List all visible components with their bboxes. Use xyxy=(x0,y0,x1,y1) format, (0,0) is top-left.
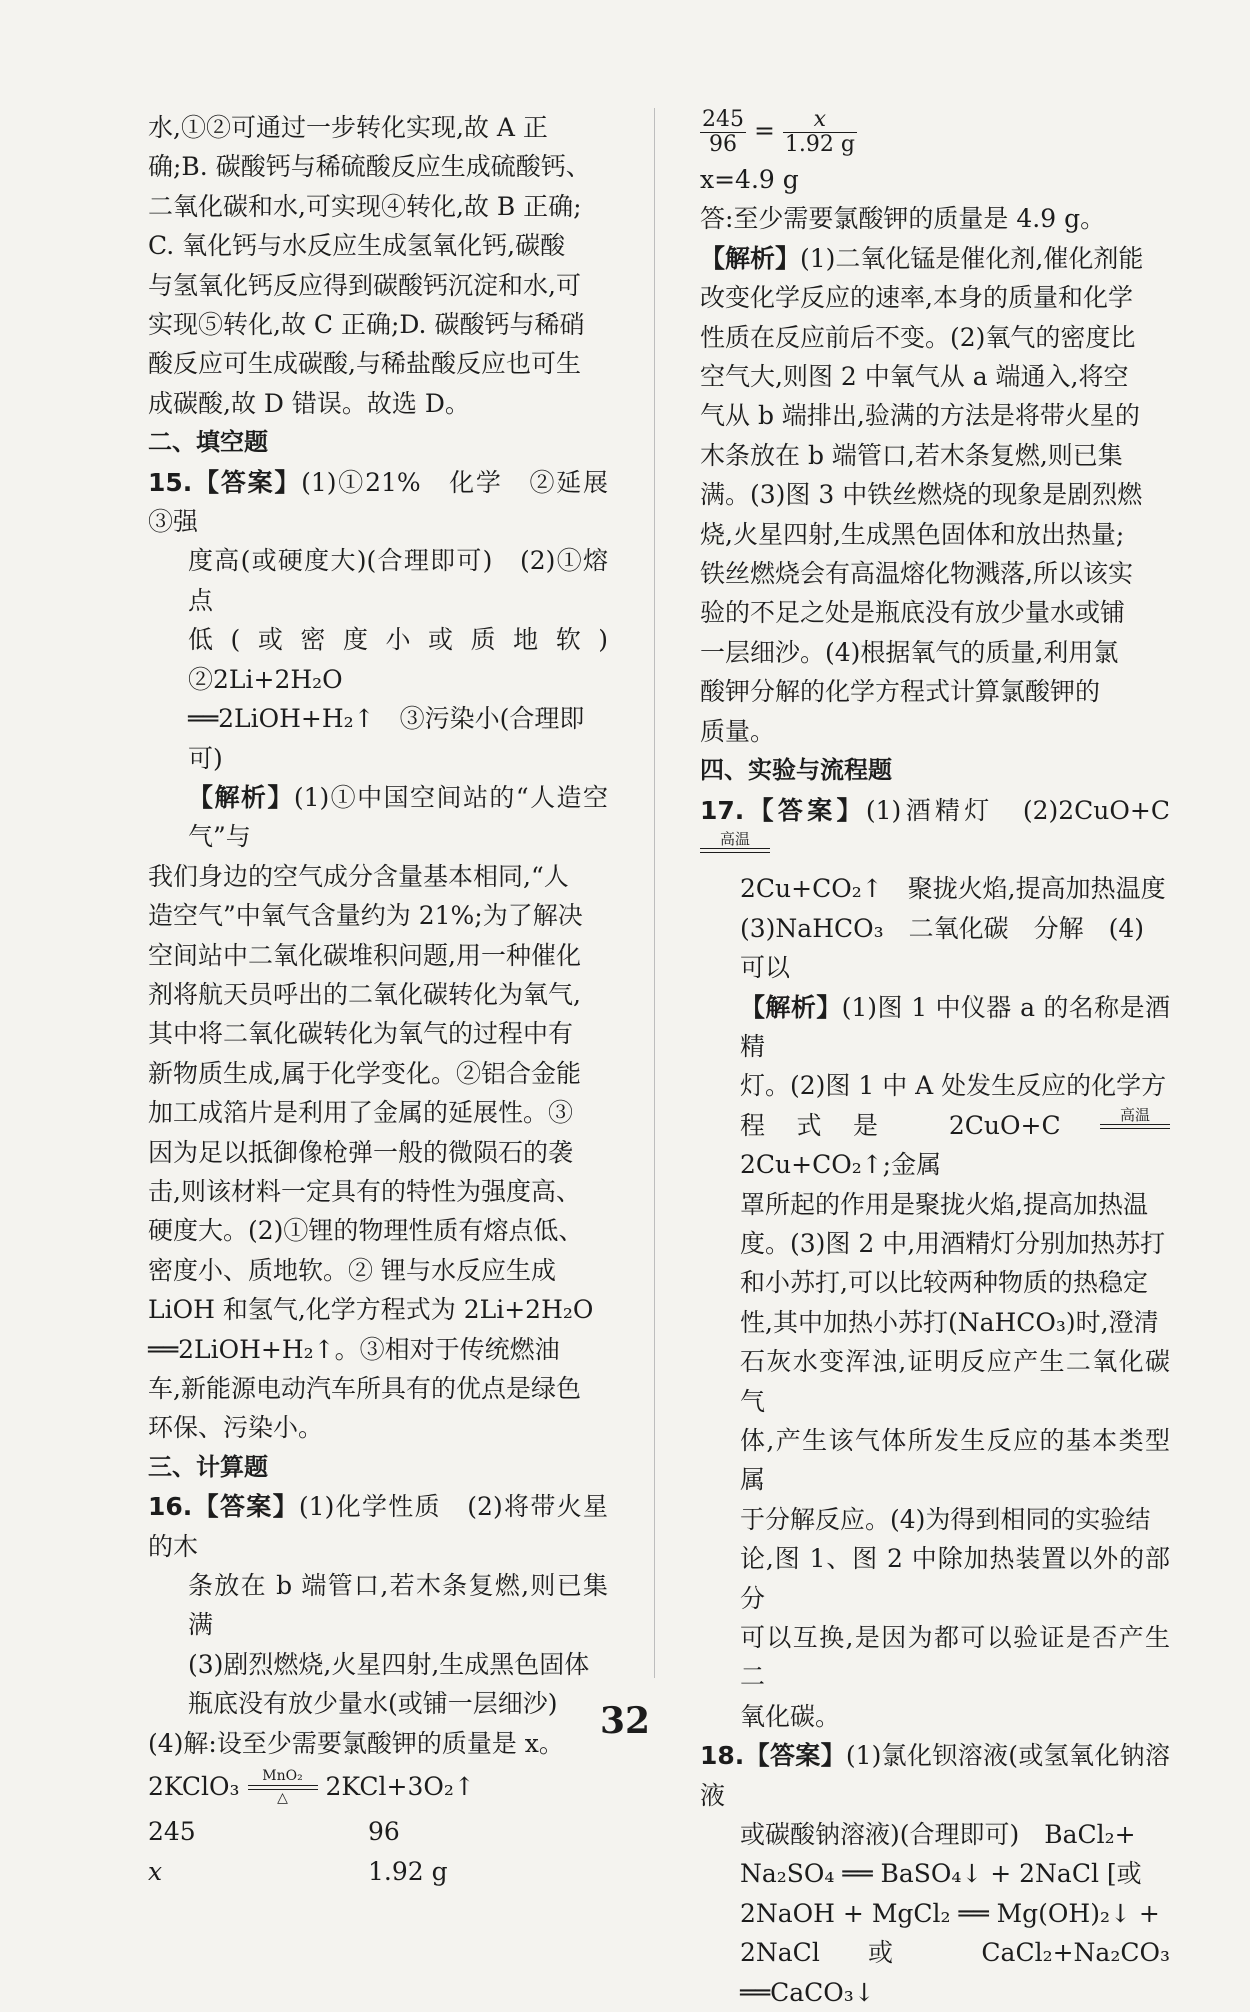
section-heading-fill-blank: 二、填空题 xyxy=(148,428,268,457)
text-line: 气从 b 端排出,验满的方法是将带火星的 xyxy=(700,401,1140,431)
chemical-equation xyxy=(148,1767,608,1806)
text-line: 密度小、质地软。② 锂与水反应生成 xyxy=(148,1255,556,1285)
text-line: 于分解反应。(4)为得到相同的实验结 xyxy=(740,1504,1151,1534)
text-line: 度。(3)图 2 中,用酒精灯分别加热苏打 xyxy=(740,1228,1166,1258)
text-line: (3)剧烈燃烧,火星四射,生成黑色固体 xyxy=(188,1649,590,1679)
question-16-answer-line xyxy=(148,1487,608,1566)
fraction-right xyxy=(783,108,857,157)
text-line: 酸钾分解的化学方程式计算氯酸钾的 xyxy=(700,677,1101,707)
question-15 xyxy=(148,463,634,1448)
text-line: 车,新能源电动汽车所具有的优点是绿色 xyxy=(148,1374,581,1403)
final-answer: 答:至少需要氯酸钾的质量是 4.9 g。 xyxy=(700,204,1106,234)
numerator: 245 xyxy=(702,107,744,132)
text-line: 灯。(2)图 1 中 A 处发生反应的化学方 xyxy=(740,1071,1167,1101)
question-number: 17. xyxy=(700,795,745,825)
question-15-answer-line xyxy=(148,463,634,542)
text-line: 击,则该材料一定具有的特性为强度高、 xyxy=(148,1176,581,1206)
text-line: 因为足以抵御像枪弹一般的微陨石的袭 xyxy=(148,1137,574,1167)
text-line: (3)NaHCO₃ 二氧化碳 分解 (4) xyxy=(740,913,1145,943)
text-line: 氧化碳。 xyxy=(740,1701,841,1731)
equals-sign: = xyxy=(753,116,775,145)
ratio-value: 96 xyxy=(368,1817,400,1847)
text-line: 一层细沙。(4)根据氧气的质量,利用氯 xyxy=(700,637,1119,667)
text-line: 成碳酸,故 D 错误。故选 D。 xyxy=(148,388,470,418)
text-line: 质量。 xyxy=(700,716,776,746)
text-line: 加工成箔片是利用了金属的延展性。③ xyxy=(148,1098,574,1128)
condition-blank xyxy=(1100,1129,1170,1145)
text-line: 铁丝燃烧会有高温熔化物溅落,所以该实 xyxy=(700,559,1133,589)
text-line: 可以 xyxy=(740,953,791,983)
text-line: 造空气”中氧气含量约为 21%;为了解决 xyxy=(148,901,583,931)
intro-paragraph xyxy=(148,108,608,423)
text-line: 满。(3)图 3 中铁丝燃烧的现象是剧烈燃 xyxy=(700,480,1143,510)
condition-high-temp: 高温 xyxy=(719,830,750,849)
analysis-tag: 【解析】 xyxy=(700,243,801,273)
text-line: 确;B. 碳酸钙与稀硫酸反应生成硫酸钙、 xyxy=(148,152,591,182)
text-line: 条放在 b 端管口,若木条复燃,则已集满 xyxy=(188,1571,608,1640)
equation-line xyxy=(700,1106,1170,1185)
text-line: 可以互换,是因为都可以验证是否产生二 xyxy=(740,1623,1170,1692)
question-18-answer-line xyxy=(700,1736,1170,1815)
question-18 xyxy=(700,1736,1170,2012)
question-16 xyxy=(148,1487,608,1891)
text-segment: (1)图 1 中仪器 a 的名称是酒精 xyxy=(740,992,1170,1061)
denominator: 96 xyxy=(709,132,737,157)
text-line: 瓶底没有放少量水(或铺一层细沙) xyxy=(188,1689,558,1719)
condition-heat: △ xyxy=(277,1790,288,1807)
question-number: 15. xyxy=(148,467,193,497)
column-divider xyxy=(654,108,655,1678)
text-line: 改变化学反应的速率,本身的质量和化学 xyxy=(700,283,1133,313)
analysis-line xyxy=(700,239,1170,278)
equation-left: 2KClO₃ xyxy=(148,1772,240,1802)
ratio-value: 245 xyxy=(148,1817,196,1847)
analysis-line xyxy=(148,778,608,857)
text-segment: 程式是 2CuO+C xyxy=(740,1110,1061,1140)
text-segment: 2Cu+CO₂↑;金属 xyxy=(740,1150,942,1180)
text-line: 2NaCl 或 CaCl₂+Na₂CO₃ ══CaCO₃↓ xyxy=(740,1938,1170,2007)
text-line: 实现⑤转化,故 C 正确;D. 碳酸钙与稀硝 xyxy=(148,310,585,340)
question-number: 18. xyxy=(700,1741,745,1771)
equation-right: 2KCl+3O₂↑ xyxy=(325,1772,475,1802)
question-16-analysis xyxy=(700,239,1170,751)
ratio-value: 1.92 g xyxy=(368,1856,448,1886)
text-segment: (1)化学性质 (2)将带火星的木 xyxy=(148,1492,608,1561)
text-line: 与氢氧化钙反应得到碳酸钙沉淀和水,可 xyxy=(148,270,581,300)
text-line: LiOH 和氢气,化学方程式为 2Li+2H₂O xyxy=(148,1295,594,1325)
text-line: Na₂SO₄ ══ BaSO₄↓ + 2NaCl [或 xyxy=(740,1859,1142,1889)
text-line: 剂将航天员呼出的二氧化碳转化为氧气, xyxy=(148,979,581,1009)
text-line: (4)解:设至少需要氯酸钾的质量是 x。 xyxy=(148,1728,564,1758)
text-segment: (1)二氧化锰是催化剂,催化剂能 xyxy=(800,243,1144,273)
text-line: 硬度大。(2)①锂的物理性质有熔点低、 xyxy=(148,1216,584,1246)
text-line: 其中将二氧化碳转化为氧气的过程中有 xyxy=(148,1019,574,1049)
question-number: 16. xyxy=(148,1492,193,1522)
reaction-condition xyxy=(248,1769,318,1806)
answer-tag: 【答案】 xyxy=(744,1741,846,1771)
analysis-line xyxy=(700,988,1170,1067)
condition-blank xyxy=(700,853,770,869)
x-result: x=4.9 g xyxy=(700,165,799,194)
page-number: 32 xyxy=(599,1700,651,1742)
text-line: 可) xyxy=(188,743,223,773)
text-line: 环保、污染小。 xyxy=(148,1413,324,1443)
text-line: 性质在反应前后不变。(2)氧气的密度比 xyxy=(700,322,1136,352)
answer-tag: 【答案】 xyxy=(744,795,866,825)
text-line: 罩所起的作用是聚拢火焰,提高加热温 xyxy=(740,1189,1148,1219)
analysis-tag: 【解析】 xyxy=(188,782,294,812)
text-line: 酸反应可生成碳酸,与稀盐酸反应也可生 xyxy=(148,349,581,379)
text-line: 新物质生成,属于化学变化。②铝合金能 xyxy=(148,1058,581,1088)
text-line: 空间站中二氧化碳堆积问题,用一种催化 xyxy=(148,940,581,970)
text-line: 性,其中加热小苏打(NaHCO₃)时,澄清 xyxy=(740,1307,1159,1337)
ratio-row-molar xyxy=(148,1812,508,1851)
numerator: x xyxy=(783,108,857,133)
text-line: 我们身边的空气成分含量基本相同,“人 xyxy=(148,861,569,891)
question-17 xyxy=(700,791,1170,1737)
proportion-equation xyxy=(700,108,1170,160)
text-line: 和小苏打,可以比较两种物质的热稳定 xyxy=(740,1268,1148,1298)
text-line: 2Cu+CO₂↑ 聚拢火焰,提高加热温度 xyxy=(740,874,1166,904)
denominator: 1.92 g xyxy=(784,132,855,157)
text-line: 烧,火星四射,生成黑色固体和放出热量; xyxy=(700,519,1125,549)
text-line: 验的不足之处是瓶底没有放少量水或铺 xyxy=(700,598,1126,628)
text-line: 石灰水变浑浊,证明反应产生二氧化碳气 xyxy=(740,1347,1170,1416)
answer-tag: 【答案】 xyxy=(192,467,302,497)
text-line: 空气大,则图 2 中氧气从 a 端通入,将空 xyxy=(700,362,1129,392)
condition-catalyst: MnO₂ xyxy=(262,1768,303,1785)
text-line: 二氧化碳和水,可实现④转化,故 B 正确; xyxy=(148,191,582,221)
text-line: 或碳酸钠溶液)(合理即可) BaCl₂+ xyxy=(740,1820,1136,1850)
answer-tag: 【答案】 xyxy=(192,1492,299,1522)
condition-high-temp: 高温 xyxy=(1120,1106,1151,1125)
text-line: 低(或密度小或质地软) ②2Li+2H₂O xyxy=(188,625,634,694)
text-line: ══2LiOH+H₂↑。③相对于传统燃油 xyxy=(148,1334,560,1364)
section-heading-calculation: 三、计算题 xyxy=(148,1452,268,1481)
text-segment: (1)氯化钡溶液(或氢氧化钠溶液 xyxy=(700,1741,1170,1810)
text-segment: (1)①中国空间站的“人造空气”与 xyxy=(188,782,608,852)
question-17-answer-line xyxy=(700,791,1170,870)
text-line: 论,图 1、图 2 中除加热装置以外的部分 xyxy=(740,1544,1170,1613)
text-segment: (1)①21% 化学 ②延展 ③强 xyxy=(148,467,634,537)
ratio-row-mass xyxy=(148,1852,508,1891)
text-line: 木条放在 b 端管口,若木条复燃,则已集 xyxy=(700,440,1123,470)
ratio-value: x xyxy=(148,1856,163,1886)
analysis-tag: 【解析】 xyxy=(740,992,842,1022)
text-line: C. 氧化钙与水反应生成氢氧化钙,碳酸 xyxy=(148,231,566,261)
reaction-condition xyxy=(1100,1108,1170,1145)
text-line: 2NaOH + MgCl₂ ══ Mg(OH)₂↓ + xyxy=(740,1898,1160,1928)
text-line: 水,①②可通过一步转化实现,故 A 正 xyxy=(148,113,548,142)
reaction-condition xyxy=(700,832,770,869)
section-heading-experiment: 四、实验与流程题 xyxy=(700,756,892,785)
text-segment: (1)酒精灯 (2)2CuO+C xyxy=(865,795,1170,825)
text-line: ══2LiOH+H₂↑ ③污染小(合理即 xyxy=(188,704,585,734)
text-line: 度高(或硬度大)(合理即可) (2)①熔点 xyxy=(188,546,608,615)
text-line: 体,产生该气体所发生反应的基本类型属 xyxy=(740,1426,1170,1495)
fraction-left xyxy=(700,108,746,157)
